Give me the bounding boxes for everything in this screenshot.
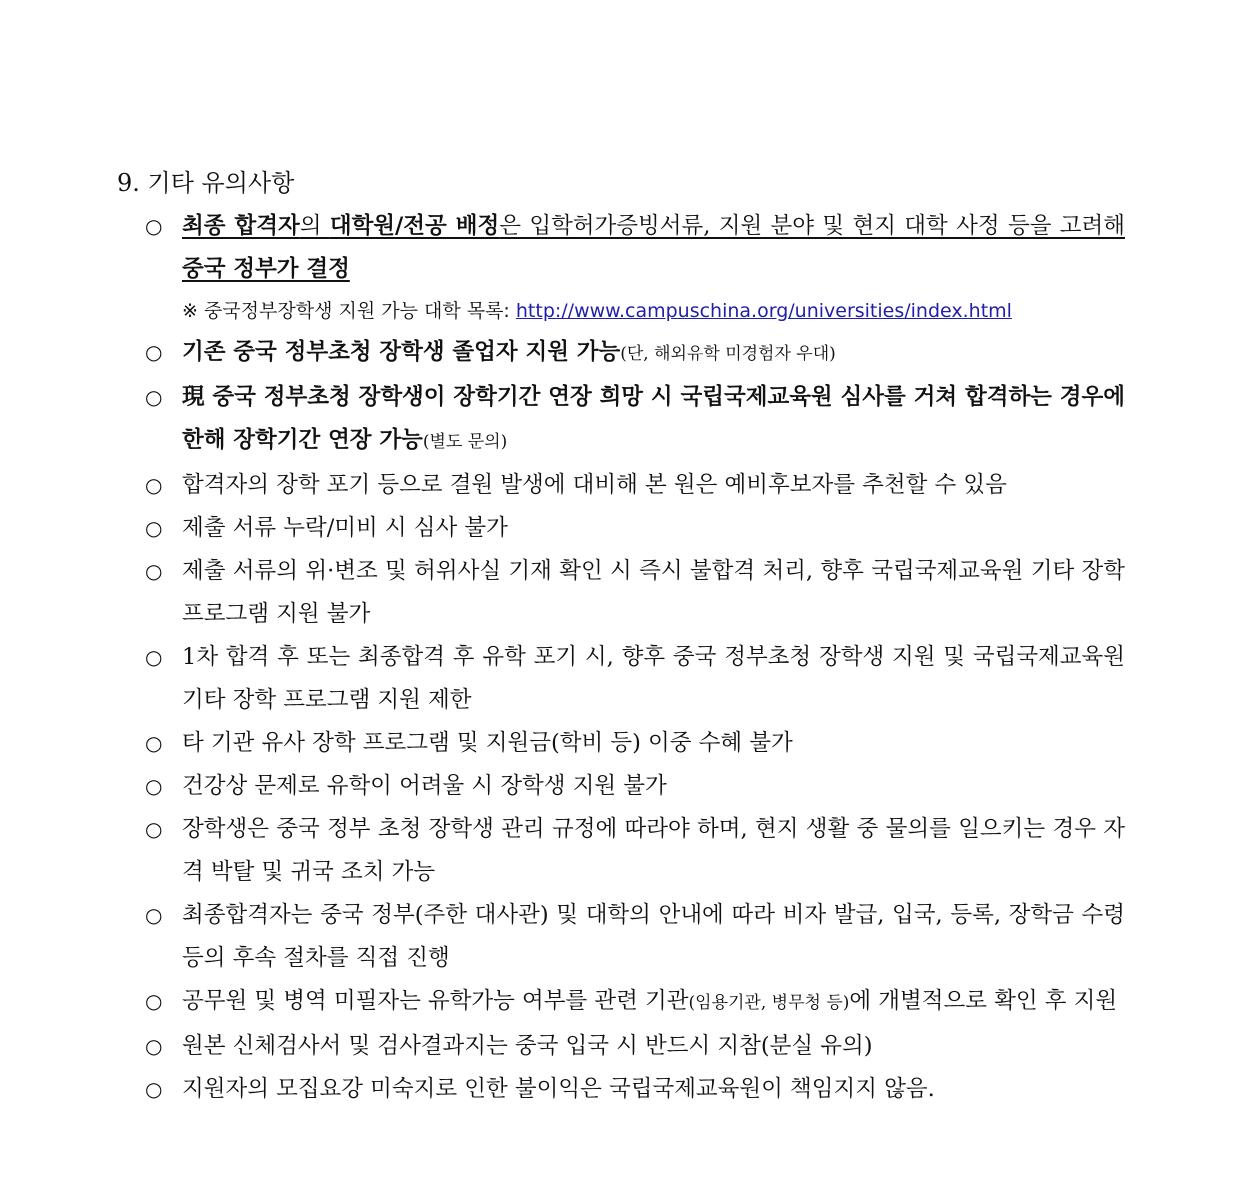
section-title: 9. 기타 유의사항 [117,169,295,197]
bullet-icon: ○ [145,516,163,540]
bullet-icon: ○ [145,1077,163,1101]
bullet-icon: ○ [145,340,163,364]
item-text: 합격자의 장학 포기 등으로 결원 발생에 대비해 본 원은 예비후보자를 추천할 수 있음 [182,472,1007,498]
bullet-icon: ○ [145,774,163,798]
list-item [145,1025,1125,1068]
item-text: 1차 합격 후 또는 최종합격 후 유학 포기 시, 향후 중국 정부초청 장학생 지원 및 국립국제교육원 기타 장학 프로그램 지원 제한 [182,644,1125,713]
university-list-link[interactable]: http://www.campuschina.org/universities/index.html [515,300,1012,322]
university-list-note [182,291,1125,331]
item-text: 원본 신체검사서 및 검사결과지는 중국 입국 시 반드시 지참(분실 유의) [182,1033,873,1059]
list-item [145,376,1125,464]
item-text: 제출 서류 누락/미비 시 심사 불가 [182,515,508,541]
list-item [145,808,1125,894]
item-text: 최종합격자는 중국 정부(주한 대사관) 및 대학의 안내에 따라 비자 발급, 입국, 등록, 장학금 수령 등의 후속 절차를 직접 진행 [182,902,1125,971]
bullet-icon: ○ [145,903,163,927]
bullet-icon: ○ [145,559,163,583]
item-text: 제출 서류의 위·변조 및 허위사실 기재 확인 시 즉시 불합격 처리, 향후 국립국제교육원 기타 장학 프로그램 지원 불가 [182,558,1125,627]
list-item [145,980,1125,1025]
list-item [145,894,1125,980]
bullet-icon: ○ [145,817,163,841]
bullet-icon: ○ [145,1034,163,1058]
note-label: ※ 중국정부장학생 지원 가능 대학 목록: [182,300,516,322]
item-text: 기존 중국 정부초청 장학생 졸업자 지원 가능(단, 해외유학 미경험자 우대) [182,339,836,365]
list-item [145,464,1125,507]
item-text: 現 중국 정부초청 장학생이 장학기간 연장 희망 시 국립국제교육원 심사를 거쳐 합격하는 경우에 한해 장학기간 연장 가능(별도 문의) [182,384,1125,453]
bullet-icon: ○ [145,214,163,238]
item-text: 지원자의 모집요강 미숙지로 인한 불이익은 국립국제교육원이 책임지지 않음. [182,1076,935,1102]
list-item [145,636,1125,722]
bullet-icon: ○ [145,989,163,1013]
item-text: 타 기관 유사 장학 프로그램 및 지원금(학비 등) 이중 수혜 불가 [182,730,793,756]
list-item [145,765,1125,808]
bullet-icon: ○ [145,645,163,669]
list-item [145,722,1125,765]
notice-list [145,205,1125,1111]
item-text: 장학생은 중국 정부 초청 장학생 관리 규정에 따라야 하며, 현지 생활 중 물의를 일으키는 경우 자격 박탈 및 귀국 조치 가능 [182,816,1125,885]
list-item [145,507,1125,550]
list-item [145,331,1125,376]
list-item [145,1068,1125,1111]
list-item [145,205,1125,291]
item-text: 공무원 및 병역 미필자는 유학가능 여부를 관련 기관(임용기관, 병무청 등)에 개별적으로 확인 후 지원 [182,988,1118,1014]
bullet-icon: ○ [145,731,163,755]
item-text: 건강상 문제로 유학이 어려울 시 장학생 지원 불가 [182,773,667,799]
bullet-icon: ○ [145,473,163,497]
bullet-icon: ○ [145,385,163,409]
item-text: 최종 합격자의 대학원/전공 배정은 입학허가증빙서류, 지원 분야 및 현지 대학 사정 등을 고려해 중국 정부가 결정 [182,213,1125,282]
list-item [145,550,1125,636]
